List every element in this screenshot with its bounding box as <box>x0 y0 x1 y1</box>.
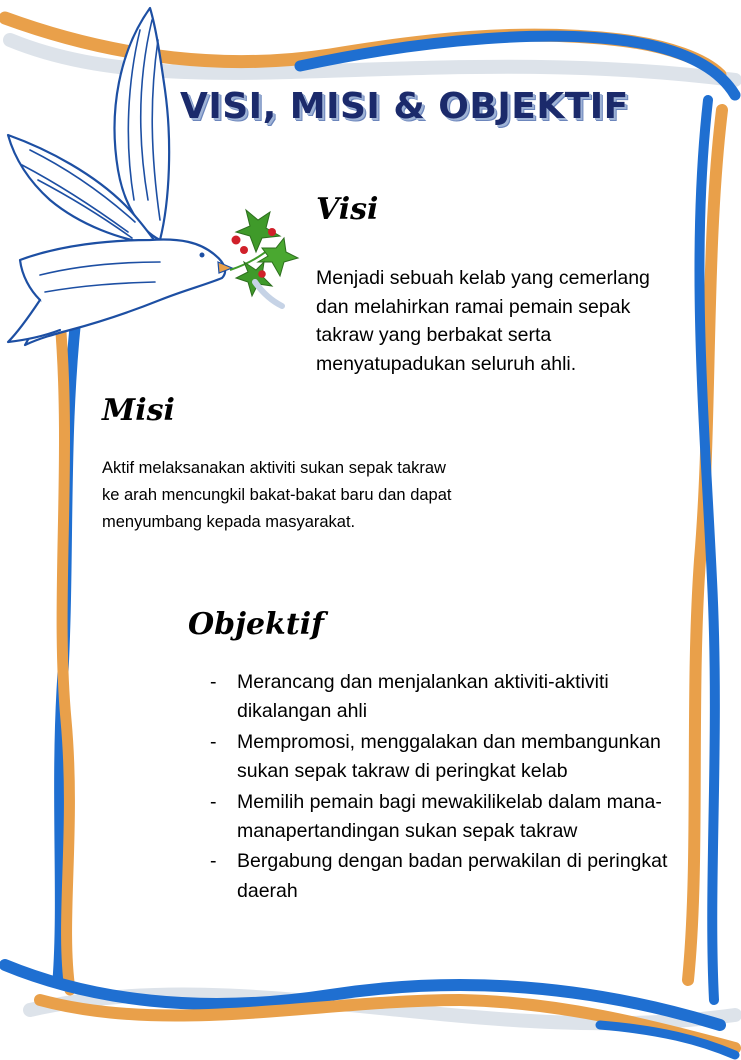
objektif-list <box>210 668 680 907</box>
misi-text: Aktif melaksanakan aktiviti sukan sepak takraw ke arah mencungkil bakat-bakat baru dan dapat menyumbang kepada masyarakat. <box>102 459 452 531</box>
bullet-dash: - <box>210 790 217 813</box>
visi-heading: Visi <box>316 192 379 227</box>
objektif-item <box>210 847 680 906</box>
objektif-item-text: Mempromosi, menggalakan dan membangunkan sukan sepak takraw di peringkat kelab <box>237 730 661 783</box>
objektif-item <box>210 788 680 847</box>
objektif-item-text: Memilih pemain bagi mewakilikelab dalam mana-manapertandingan sukan sepak takraw <box>237 790 662 843</box>
visi-text: Menjadi sebuah kelab yang cemerlang dan melahirkan ramai pemain sepak takraw yang berbakat serta menyatupadukan seluruh ahli. <box>316 267 650 375</box>
objektif-item <box>210 668 680 727</box>
objektif-item-text: Merancang dan menjalankan aktiviti-aktiviti dikalangan ahli <box>237 671 609 723</box>
objektif-item <box>210 728 680 787</box>
dove-with-holly-icon <box>0 0 320 360</box>
bullet-dash: - <box>210 671 217 693</box>
objektif-heading: Objektif <box>188 607 324 642</box>
objektif-item-text: Bergabung dengan badan perwakilan di peringkat daerah <box>237 850 668 902</box>
page-title: VISI, MISI & OBJEKTIF <box>180 86 629 127</box>
bullet-dash: - <box>210 730 217 753</box>
misi-heading: Misi <box>102 393 175 428</box>
bullet-dash: - <box>210 850 217 873</box>
